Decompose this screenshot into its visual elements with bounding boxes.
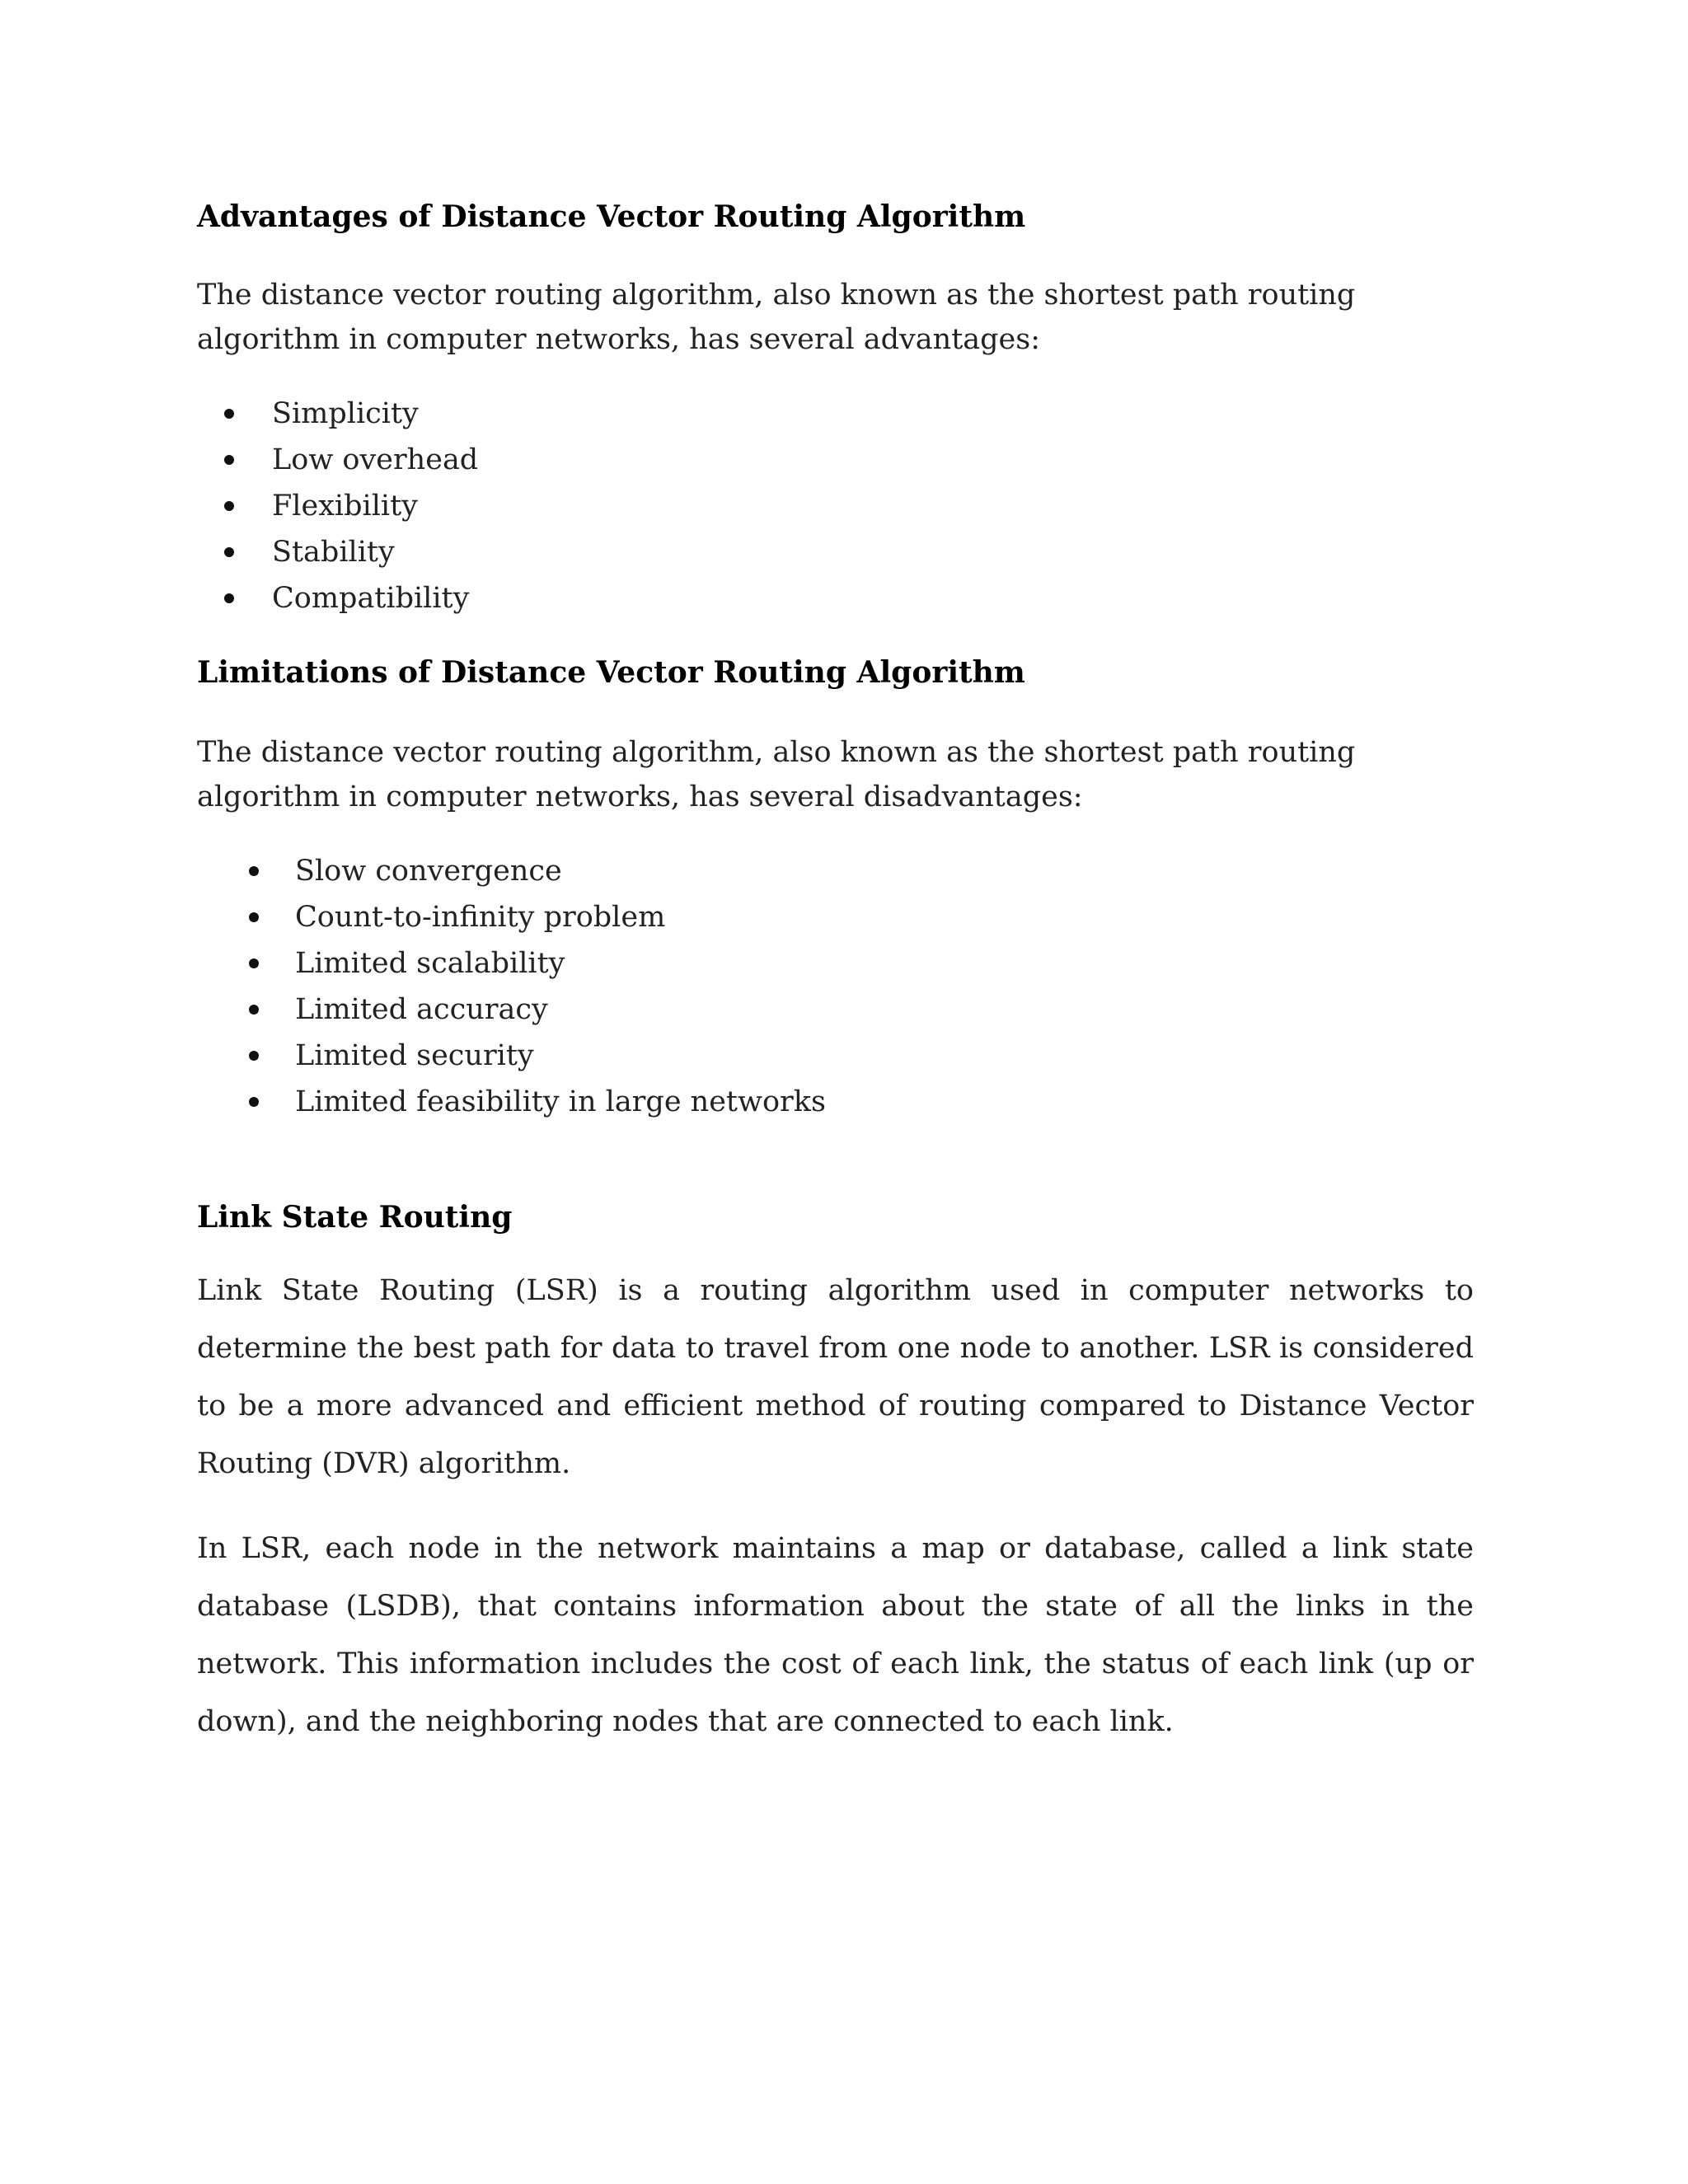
advantages-list bbox=[197, 391, 1474, 621]
bullet-icon bbox=[224, 547, 234, 557]
list-item bbox=[197, 940, 1474, 987]
list-item bbox=[197, 848, 1474, 894]
limitations-heading: Limitations of Distance Vector Routing Algorithm bbox=[197, 655, 1025, 690]
bullet-icon bbox=[249, 1005, 259, 1015]
bullet-icon bbox=[224, 593, 234, 603]
list-item bbox=[197, 437, 1474, 483]
list-item-text: Limited accuracy bbox=[295, 993, 548, 1026]
list-item bbox=[197, 987, 1474, 1033]
bullet-icon bbox=[249, 912, 259, 922]
list-item-text: Flexibility bbox=[272, 490, 418, 523]
list-item-text: Slow convergence bbox=[295, 855, 562, 888]
lsr-paragraph-2: In LSR, each node in the network maintains a map or database, called a link state database (LSDB), that contains information about the state of all the links in the network. This information includes the cost of each link, the status of each link (up or down), and the neighboring nodes that are connected to each link. bbox=[197, 1532, 1474, 1738]
bullet-icon bbox=[249, 1097, 259, 1107]
lsr-heading: Link State Routing bbox=[197, 1200, 513, 1235]
list-item-text: Limited security bbox=[295, 1039, 534, 1072]
limitations-list bbox=[197, 848, 1474, 1125]
bullet-icon bbox=[224, 501, 234, 511]
bullet-icon bbox=[224, 455, 234, 465]
list-item-text: Stability bbox=[272, 536, 395, 569]
limitations-intro: The distance vector routing algorithm, also known as the shortest path routing algorithm in computer networks, has several disadvantages: bbox=[197, 736, 1356, 813]
list-item-text: Limited scalability bbox=[295, 947, 565, 980]
bullet-icon bbox=[249, 866, 259, 876]
list-item bbox=[197, 894, 1474, 940]
list-item bbox=[197, 391, 1474, 437]
list-item bbox=[197, 575, 1474, 621]
list-item bbox=[197, 529, 1474, 575]
bullet-icon bbox=[249, 958, 259, 968]
lsr-paragraph-1: Link State Routing (LSR) is a routing algorithm used in computer networks to determine the best path for data to travel from one node to another. LSR is considered to be a more advanced and efficient method of routing compared to Distance Vector Routing (DVR) algorithm. bbox=[197, 1274, 1474, 1480]
list-item bbox=[197, 483, 1474, 529]
bullet-icon bbox=[249, 1051, 259, 1061]
list-item-text: Simplicity bbox=[272, 397, 419, 430]
bullet-icon bbox=[224, 409, 234, 419]
advantages-intro: The distance vector routing algorithm, also known as the shortest path routing algorithm in computer networks, has several advantages: bbox=[197, 279, 1356, 356]
list-item bbox=[197, 1079, 1474, 1125]
list-item-text: Count-to-infinity problem bbox=[295, 901, 666, 934]
list-item bbox=[197, 1033, 1474, 1079]
list-item-text: Low overhead bbox=[272, 443, 479, 476]
advantages-heading: Advantages of Distance Vector Routing Algorithm bbox=[197, 199, 1026, 234]
list-item-text: Compatibility bbox=[272, 582, 470, 615]
list-item-text: Limited feasibility in large networks bbox=[295, 1085, 826, 1118]
